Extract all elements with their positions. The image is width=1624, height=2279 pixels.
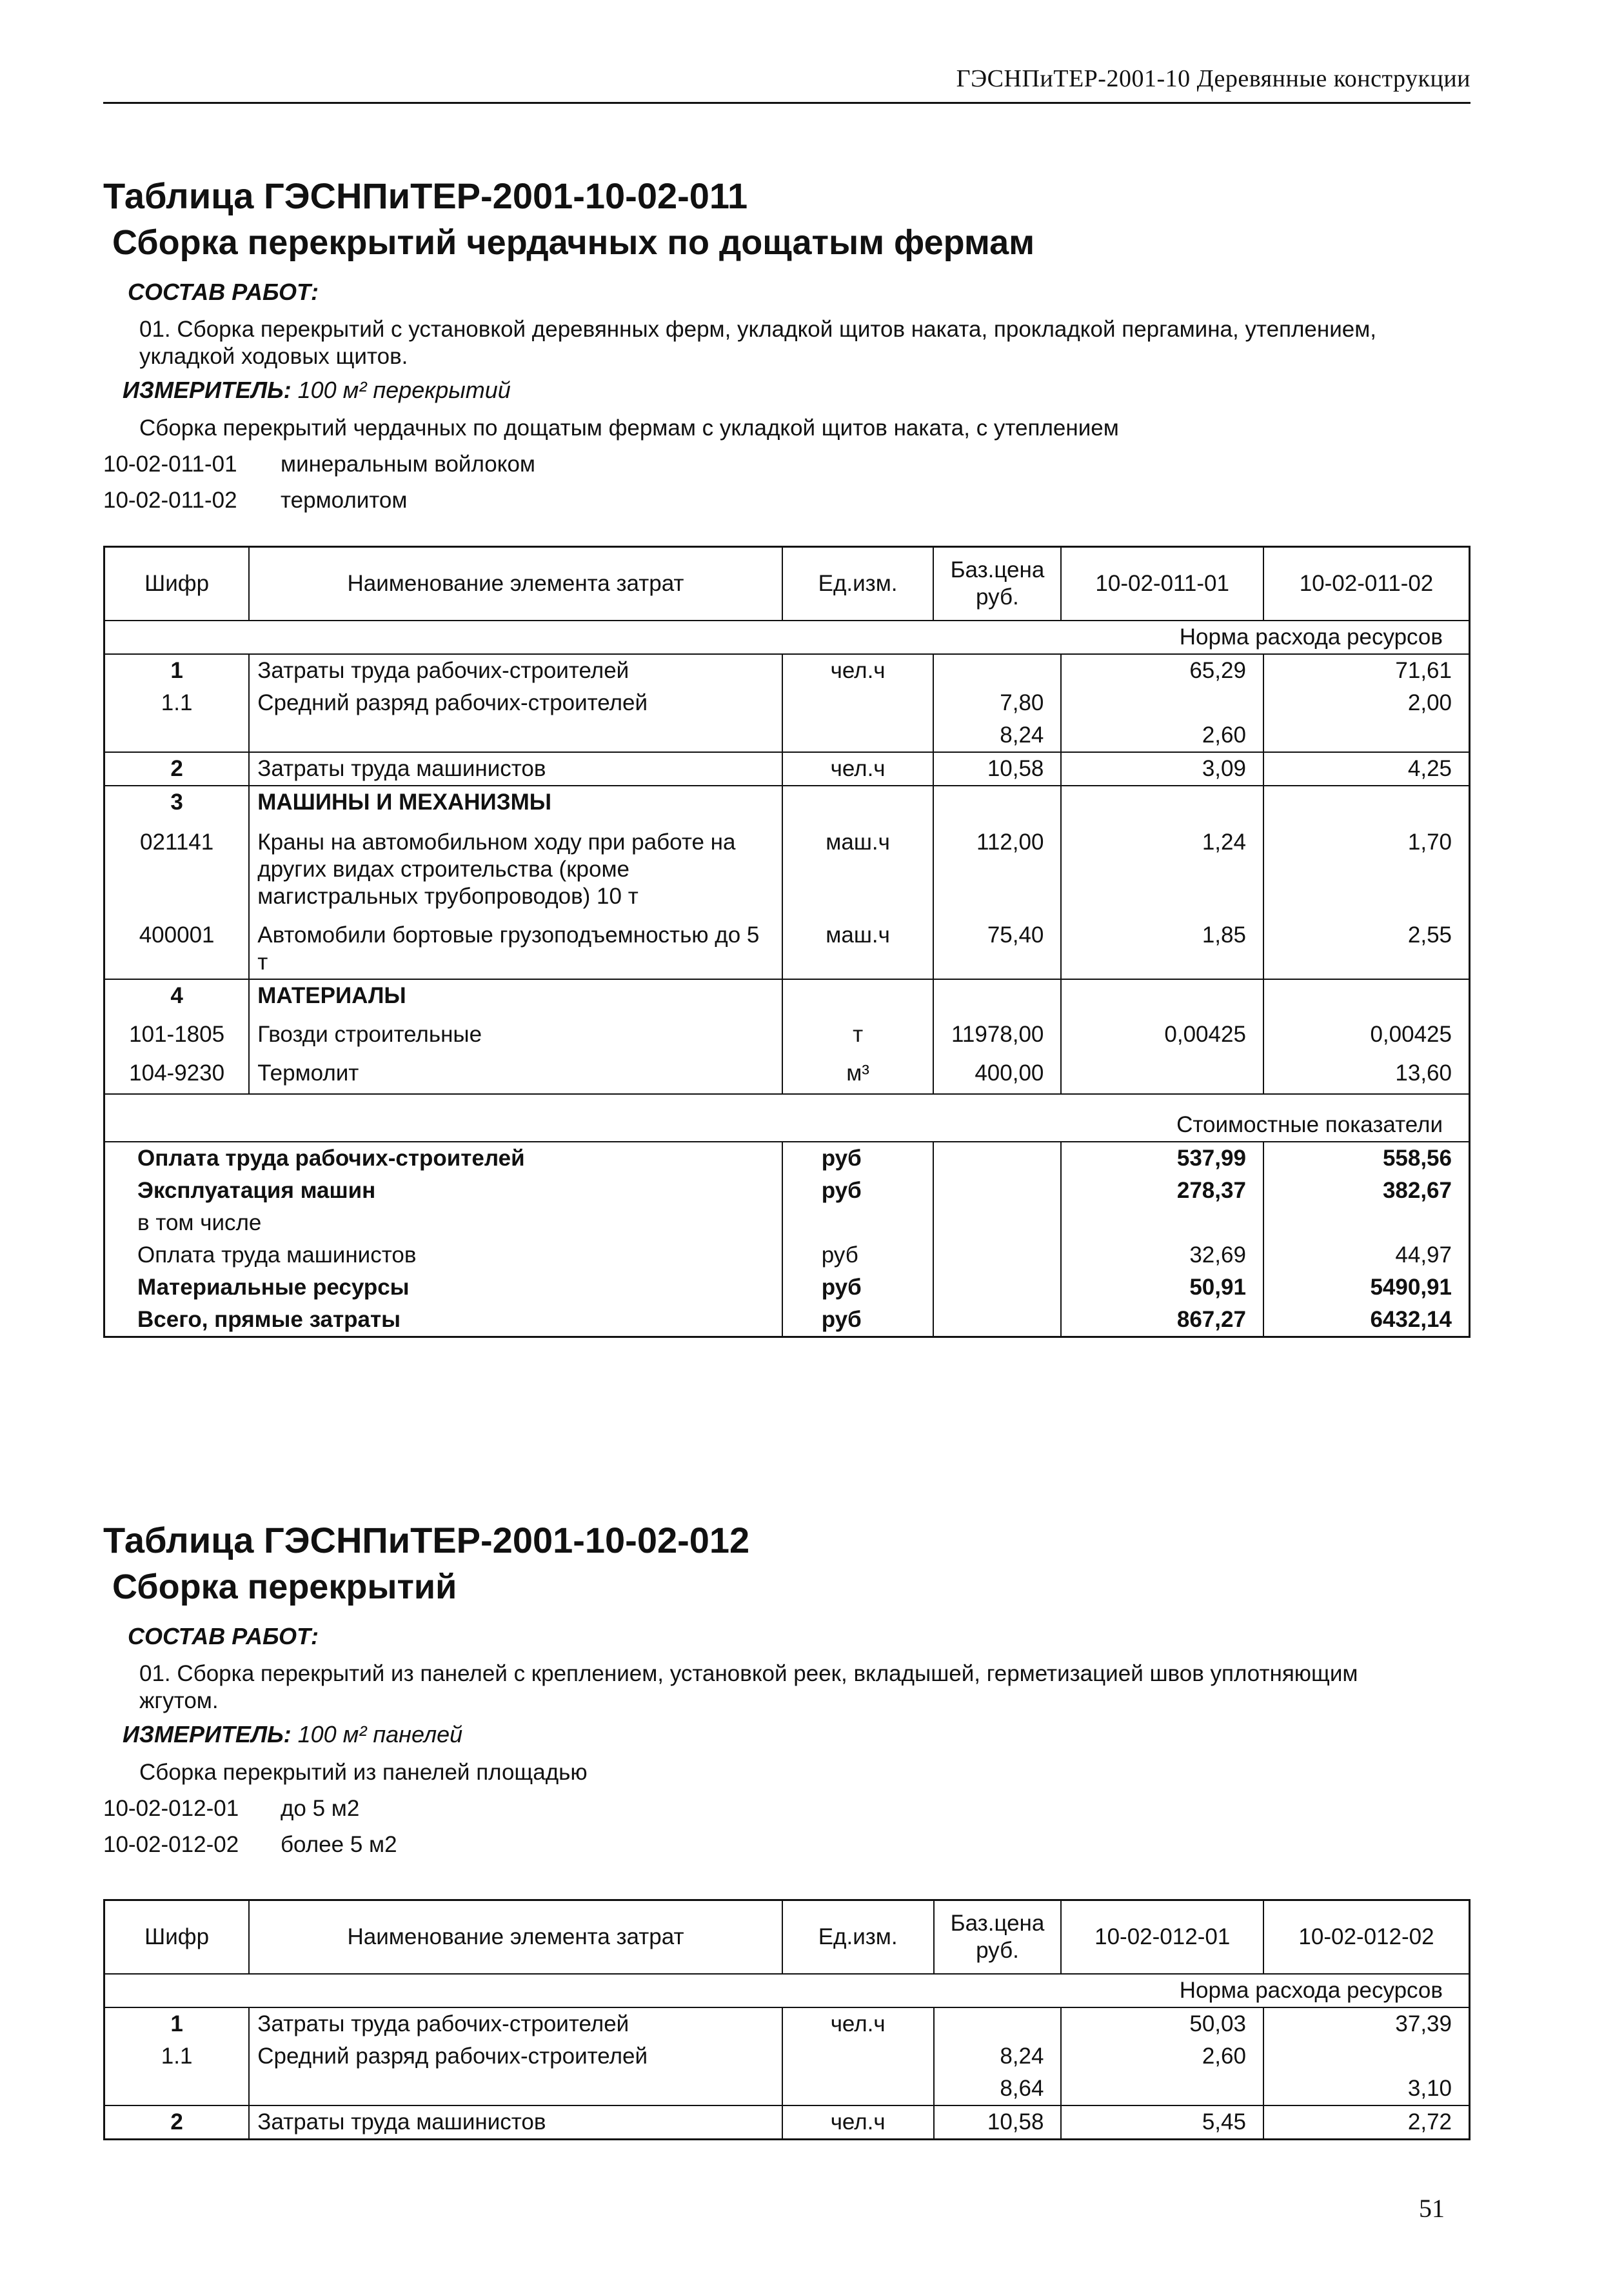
cell-value-2	[1263, 719, 1470, 752]
cell-code	[104, 719, 250, 752]
table-row	[104, 1051, 1470, 1094]
col-header-code: Шифр	[104, 1900, 250, 1975]
variant-name: до 5 м2	[281, 1796, 360, 1821]
table-subtitle: Сборка перекрытий чердачных по дощатым фермам	[112, 223, 1035, 262]
group-description: Сборка перекрытий из панелей площадью	[139, 1760, 588, 1785]
header-rule	[103, 102, 1471, 104]
cost-value-1: 50,91	[1061, 1271, 1263, 1304]
cell-name: Затраты труда рабочих-строителей	[249, 654, 782, 687]
cell-unit: чел.ч	[782, 654, 934, 687]
cost-value-1: 867,27	[1061, 1304, 1263, 1337]
variant-name: более 5 м2	[281, 1832, 397, 1857]
variant-code: 10-02-012-02	[103, 1832, 239, 1857]
cell-code: 400001	[104, 913, 250, 979]
cell-value-1	[1061, 786, 1263, 819]
cell-value-2	[1263, 979, 1470, 1012]
cell-code: 1	[104, 654, 250, 687]
table-row	[104, 1012, 1470, 1051]
cell-code: 1	[104, 2007, 250, 2040]
cell-unit: маш.ч	[782, 913, 934, 979]
cell-name: Затраты труда рабочих-строителей	[249, 2007, 782, 2040]
table-subtitle: Сборка перекрытий	[112, 1567, 457, 1606]
cost-unit: руб	[782, 1142, 934, 1175]
cell-value-1: 3,09	[1061, 752, 1263, 786]
cell-unit	[782, 719, 934, 752]
work-composition-label: СОСТАВ РАБОТ:	[128, 279, 319, 305]
cell-price: 11978,00	[933, 1012, 1061, 1051]
cell-price	[933, 654, 1061, 687]
col-header-name: Наименование элемента затрат	[249, 547, 782, 621]
cost-row	[104, 1239, 1470, 1271]
cost-unit	[782, 1207, 934, 1239]
cell-unit	[782, 2040, 934, 2073]
work-composition-label: СОСТАВ РАБОТ:	[128, 1623, 319, 1649]
cell-unit: маш.ч	[782, 819, 934, 913]
cell-value-1: 2,60	[1061, 2040, 1263, 2073]
cost-unit: руб	[782, 1175, 934, 1207]
cell-unit	[782, 687, 934, 719]
resource-table-012	[103, 1899, 1471, 2140]
cost-name: Материальные ресурсы	[104, 1271, 782, 1304]
cost-unit: руб	[782, 1271, 934, 1304]
variant-name: термолитом	[281, 488, 408, 513]
cost-value-2: 6432,14	[1263, 1304, 1470, 1337]
cell-code: 1.1	[104, 687, 250, 719]
cell-value-2: 3,10	[1263, 2073, 1470, 2105]
cell-price: 10,58	[934, 2105, 1062, 2140]
table-row	[104, 2073, 1470, 2105]
cell-name: Термолит	[249, 1051, 782, 1094]
variant-row	[103, 1832, 1471, 1858]
cell-code: 3	[104, 786, 250, 819]
table-row	[104, 2040, 1470, 2073]
cell-price	[933, 786, 1061, 819]
cell-code: 1.1	[104, 2040, 250, 2073]
variant-row	[103, 1796, 1471, 1822]
measure-label: ИЗМЕРИТЕЛЬ:	[123, 377, 292, 403]
table-row	[104, 979, 1470, 1012]
cell-value-1: 1,85	[1061, 913, 1263, 979]
cell-value-1	[1061, 1051, 1263, 1094]
table-row	[104, 913, 1470, 979]
cell-name	[249, 719, 782, 752]
cell-price: 10,58	[933, 752, 1061, 786]
cost-unit: руб	[782, 1304, 934, 1337]
cost-row	[104, 1142, 1470, 1175]
norma-label: Норма расхода ресурсов	[104, 1974, 1470, 2007]
cell-unit: чел.ч	[782, 2105, 934, 2140]
cell-unit: м³	[782, 1051, 934, 1094]
cell-value-1: 1,24	[1061, 819, 1263, 913]
cost-empty	[933, 1142, 1061, 1175]
variant-name: минеральным войлоком	[281, 452, 535, 477]
cell-unit: чел.ч	[782, 2007, 934, 2040]
table-header-row	[104, 547, 1470, 621]
cost-value-1: 32,69	[1061, 1239, 1263, 1271]
cell-price: 8,24	[933, 719, 1061, 752]
cost-value-2: 382,67	[1263, 1175, 1470, 1207]
cell-value-2	[1263, 786, 1470, 819]
cell-price	[933, 979, 1061, 1012]
cell-value-1	[1061, 2073, 1263, 2105]
table-row	[104, 2105, 1470, 2140]
table-row	[104, 752, 1470, 786]
measure-line	[123, 1721, 1471, 1748]
cell-name: МАТЕРИАЛЫ	[249, 979, 782, 1012]
cell-value-2: 13,60	[1263, 1051, 1470, 1094]
cost-value-2: 44,97	[1263, 1239, 1470, 1271]
cell-unit: т	[782, 1012, 934, 1051]
measure-label: ИЗМЕРИТЕЛЬ:	[123, 1721, 292, 1747]
variant-row	[103, 452, 1471, 477]
cell-code: 104-9230	[104, 1051, 250, 1094]
cell-name: Гвозди строительные	[249, 1012, 782, 1051]
cell-value-1	[1061, 687, 1263, 719]
col-header-variant-2: 10-02-011-02	[1263, 547, 1470, 621]
cost-empty	[933, 1175, 1061, 1207]
col-header-price: Баз.цена руб.	[933, 547, 1061, 621]
cell-value-2	[1263, 2040, 1470, 2073]
cell-price: 112,00	[933, 819, 1061, 913]
cell-price	[934, 2007, 1062, 2040]
cell-price: 8,64	[934, 2073, 1062, 2105]
cost-row	[104, 1207, 1470, 1239]
cell-value-2: 4,25	[1263, 752, 1470, 786]
page-number: 51	[1419, 2194, 1445, 2223]
variant-code: 10-02-011-02	[103, 488, 237, 513]
table-row	[104, 2007, 1470, 2040]
cell-name: Автомобили бортовые грузоподъемностью до 5 т	[249, 913, 782, 979]
cost-empty	[933, 1271, 1061, 1304]
measure-value: 100 м² перекрытий	[297, 377, 511, 403]
cost-value-2	[1263, 1207, 1470, 1239]
cell-unit: чел.ч	[782, 752, 934, 786]
cost-name: Эксплуатация машин	[104, 1175, 782, 1207]
cell-value-1: 65,29	[1061, 654, 1263, 687]
col-header-code: Шифр	[104, 547, 250, 621]
cell-value-2: 1,70	[1263, 819, 1470, 913]
work-description: 01. Сборка перекрытий с установкой деревянных ферм, укладкой щитов наката, прокладкой пергамина, утеплением, укладкой ходовых щитов.	[139, 317, 1377, 369]
cell-price: 8,24	[934, 2040, 1062, 2073]
cell-value-2: 0,00425	[1263, 1012, 1470, 1051]
section-table-011	[103, 173, 1471, 513]
cost-name: в том числе	[104, 1207, 782, 1239]
table-row	[104, 654, 1470, 687]
group-description: Сборка перекрытий чердачных по дощатым фермам с укладкой щитов наката, с утеплением	[139, 415, 1119, 441]
cost-value-1: 537,99	[1061, 1142, 1263, 1175]
cell-value-1: 0,00425	[1061, 1012, 1263, 1051]
cell-price: 7,80	[933, 687, 1061, 719]
norma-label: Норма расхода ресурсов	[104, 621, 1470, 654]
measure-value: 100 м² панелей	[297, 1721, 463, 1747]
cell-value-2: 2,00	[1263, 687, 1470, 719]
cost-empty	[933, 1304, 1061, 1337]
cell-unit	[782, 2073, 934, 2105]
cost-row	[104, 1304, 1470, 1337]
cell-name: МАШИНЫ И МЕХАНИЗМЫ	[249, 786, 782, 819]
col-header-unit: Ед.изм.	[782, 547, 934, 621]
cell-code: 101-1805	[104, 1012, 250, 1051]
cost-value-1: 278,37	[1061, 1175, 1263, 1207]
cell-name: Краны на автомобильном ходу при работе на других видах строительства (кроме магистральных трубопроводов) 10 т	[249, 819, 782, 913]
cost-name: Оплата труда рабочих-строителей	[104, 1142, 782, 1175]
col-header-name: Наименование элемента затрат	[249, 1900, 782, 1975]
cell-code: 2	[104, 752, 250, 786]
cost-row	[104, 1271, 1470, 1304]
cell-code	[104, 2073, 250, 2105]
cost-empty	[933, 1207, 1061, 1239]
table-header-row	[104, 1900, 1470, 1975]
cell-value-2: 2,55	[1263, 913, 1470, 979]
cell-unit	[782, 786, 934, 819]
cell-name: Затраты труда машинистов	[249, 2105, 782, 2140]
cell-price: 400,00	[933, 1051, 1061, 1094]
cell-name: Затраты труда машинистов	[249, 752, 782, 786]
norma-band	[104, 621, 1470, 654]
table-row	[104, 687, 1470, 719]
cell-name	[249, 2073, 782, 2105]
table-row	[104, 819, 1470, 913]
cell-value-1	[1061, 979, 1263, 1012]
section-table-012	[103, 1517, 1471, 1858]
cost-empty	[933, 1239, 1061, 1271]
cell-value-2: 71,61	[1263, 654, 1470, 687]
cell-name: Средний разряд рабочих-строителей	[249, 2040, 782, 2073]
cell-code: 4	[104, 979, 250, 1012]
cost-name: Оплата труда машинистов	[104, 1239, 782, 1271]
col-header-price: Баз.цена руб.	[934, 1900, 1062, 1975]
cell-value-1: 5,45	[1061, 2105, 1263, 2140]
work-description: 01. Сборка перекрытий из панелей с креплением, установкой реек, вкладышей, герметизацией швов уплотняющим жгутом.	[139, 1661, 1358, 1713]
cell-price: 75,40	[933, 913, 1061, 979]
cost-band-label: Стоимостные показатели	[104, 1094, 1470, 1142]
cost-band	[104, 1094, 1470, 1142]
cost-row	[104, 1175, 1470, 1207]
table-row	[104, 719, 1470, 752]
cell-code: 2	[104, 2105, 250, 2140]
cell-value-2: 37,39	[1263, 2007, 1470, 2040]
cell-code: 021141	[104, 819, 250, 913]
resource-table-011	[103, 546, 1471, 1338]
variant-code: 10-02-012-01	[103, 1796, 239, 1821]
col-header-variant-2: 10-02-012-02	[1263, 1900, 1470, 1975]
table-row	[104, 786, 1470, 819]
cost-value-2: 558,56	[1263, 1142, 1470, 1175]
cell-unit	[782, 979, 934, 1012]
variant-code: 10-02-011-01	[103, 452, 237, 477]
cell-value-2: 2,72	[1263, 2105, 1470, 2140]
col-header-variant-1: 10-02-012-01	[1061, 1900, 1263, 1975]
col-header-variant-1: 10-02-011-01	[1061, 547, 1263, 621]
cell-value-1: 50,03	[1061, 2007, 1263, 2040]
table-title: Таблица ГЭСНПиТЕР-2001-10-02-012	[103, 1520, 750, 1560]
cost-value-1	[1061, 1207, 1263, 1239]
variant-row	[103, 488, 1471, 513]
col-header-unit: Ед.изм.	[782, 1900, 934, 1975]
cost-unit: руб	[782, 1239, 934, 1271]
cost-name: Всего, прямые затраты	[104, 1304, 782, 1337]
cell-name: Средний разряд рабочих-строителей	[249, 687, 782, 719]
measure-line	[123, 377, 1471, 404]
running-header: ГЭСНПиТЕР-2001-10 Деревянные конструкции	[956, 65, 1471, 92]
table-title: Таблица ГЭСНПиТЕР-2001-10-02-011	[103, 175, 748, 216]
cost-value-2: 5490,91	[1263, 1271, 1470, 1304]
cell-value-1: 2,60	[1061, 719, 1263, 752]
norma-band	[104, 1974, 1470, 2007]
